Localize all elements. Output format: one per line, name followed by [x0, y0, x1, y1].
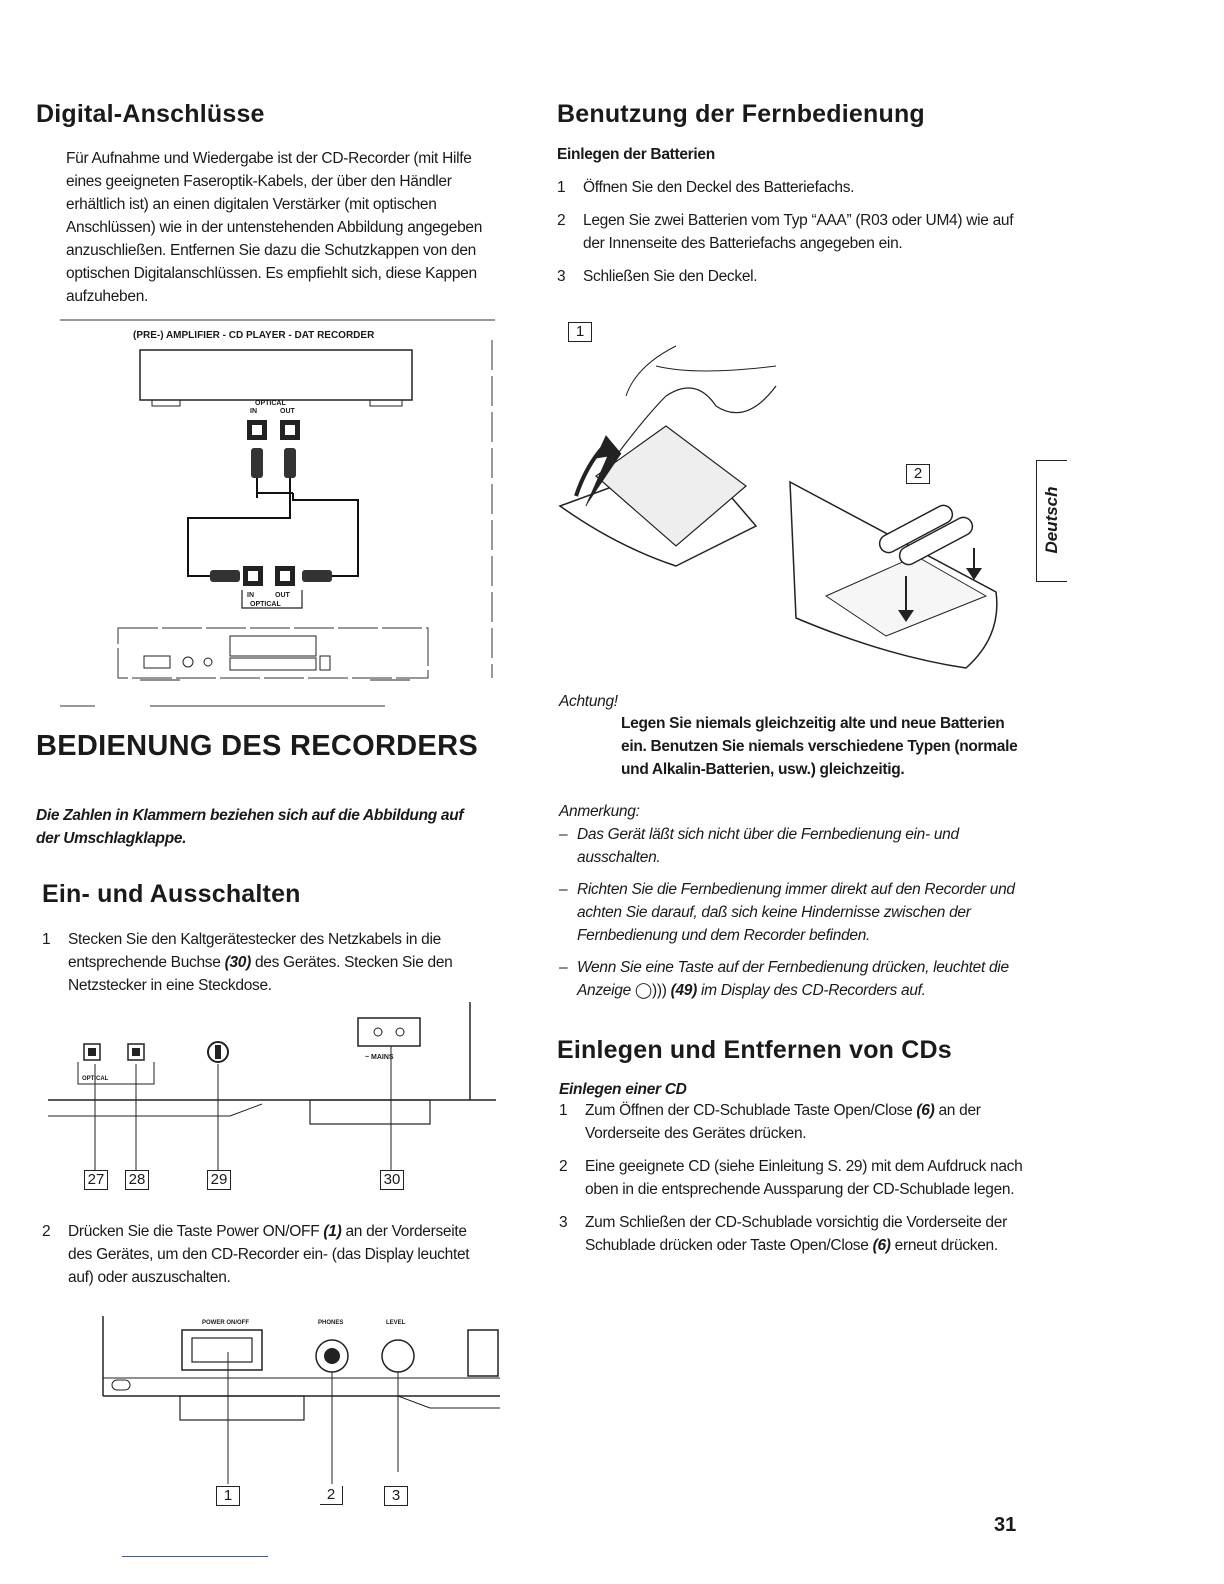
out-label-top: OUT — [280, 408, 295, 415]
page-number: 31 — [994, 1514, 1017, 1536]
remote-indicator-icon: ◯))) — [634, 982, 667, 999]
cd-step: 3 Zum Schließen der CD-Schublade vorsichtig die Vorderseite der Schublade drücken oder Taste Open/Close (6) erneut drücken. — [559, 1214, 1007, 1254]
callout-28: 28 — [125, 1170, 149, 1190]
phones-label: PHONES — [318, 1320, 344, 1326]
battery-illustration — [556, 306, 1030, 686]
power-step-1 — [42, 928, 492, 997]
note-item: – Richten Sie die Fernbedienung immer direkt auf den Recorder und achten Sie darauf, daß sich keine Hindernisse zwischen der Fernbedienung und dem Recorder befinden. — [559, 881, 1015, 944]
cd-steps — [559, 1099, 1029, 1267]
mains-label: ~ MAINS — [365, 1054, 394, 1061]
intro-line-2: der Umschlagklappe. — [36, 830, 187, 847]
intro-note — [36, 804, 506, 850]
optical-label-top: OPTICAL — [255, 400, 286, 407]
cd-step: 2 Eine geeignete CD (siehe Einleitung S. 29) mit dem Aufdruck nach oben in die entsprechende Aussparung der CD-Schublade legen. — [559, 1158, 1023, 1198]
out-label-bottom: OUT — [275, 592, 290, 599]
figure-label-1: 1 — [568, 322, 592, 342]
language-tab-label: Deutsch — [1042, 486, 1061, 554]
cd-step: 1 Zum Öffnen der CD-Schublade Taste Open/Close (6) an der Vorderseite des Gerätes drücken. — [559, 1102, 981, 1142]
intro-line-1: Die Zahlen in Klammern beziehen sich auf die Abbildung auf — [36, 807, 464, 824]
note-title: Anmerkung: — [559, 803, 640, 820]
diagram-caption: (PRE-) AMPLIFIER - CD PLAYER - DAT RECORDER — [133, 330, 375, 341]
step-number: 1 — [42, 931, 51, 948]
callout-27: 27 — [84, 1170, 108, 1190]
attention-text: Legen Sie niemals gleichzeitig alte und neue Batterien ein. Benutzen Sie niemals verschiedene Typen (normale und Alkalin-Batterien, usw.) gleichzeitig. — [621, 715, 1018, 778]
rear-panel-diagram — [40, 1000, 500, 1200]
optical-label-bottom: OPTICAL — [250, 601, 281, 608]
battery-step: 3 Schließen Sie den Deckel. — [557, 268, 758, 285]
section-title-power: Ein- und Ausschalten — [42, 880, 301, 908]
section-title-cd: Einlegen und Entfernen von CDs — [557, 1036, 952, 1064]
callout-2: 2 — [320, 1486, 343, 1505]
callout-30: 30 — [380, 1170, 404, 1190]
note-item: – Das Gerät läßt sich nicht über die Fernbedienung ein- und ausschalten. — [559, 826, 959, 866]
note-list — [559, 823, 1024, 1011]
callout-3: 3 — [384, 1486, 408, 1506]
battery-steps — [557, 176, 1027, 298]
front-panel-drawing — [100, 1312, 500, 1524]
battery-drawing — [556, 306, 1030, 686]
step-text: Stecken Sie den Kaltgerätestecker des Netzkabels in die entsprechende Buchse (30) des Gerätes. Stecken Sie den Netzstecker in eine Steckdose. — [68, 931, 453, 994]
power-onoff-label: POWER ON/OFF — [202, 1320, 249, 1326]
digital-paragraph: Für Aufnahme und Wiedergabe ist der CD-Recorder (mit Hilfe eines geeigneten Faseroptik-Kabels, der über den Händler erhältlich ist) an einen digitalen Verstärker (mit optischen Anschlüssen) wie in der untenstehenden Abbildung angegeben anzuschließen. Entfernen Sie dazu die Schutzkappen von den optischen Digitalanschlüssen. Es empfiehlt sich, diese Kappen aufzuheben. — [66, 150, 483, 305]
rear-panel-drawing — [40, 1000, 500, 1200]
attention-title: Achtung! — [559, 693, 618, 710]
digital-connection-diagram — [40, 318, 500, 718]
figure-label-2: 2 — [906, 464, 930, 484]
power-step-2 — [42, 1220, 492, 1289]
footer-rule — [122, 1556, 268, 1557]
main-title: BEDIENUNG DES RECORDERS — [36, 730, 478, 762]
cd-subtitle: Einlegen einer CD — [559, 1081, 687, 1098]
note-item: – Wenn Sie eine Taste auf der Fernbedienung drücken, leuchtet die Anzeige ◯))) (49) im Display des CD-Recorders auf. — [559, 959, 1009, 999]
step-number: 2 — [42, 1223, 51, 1240]
in-label-top: IN — [250, 408, 257, 415]
section-title-remote: Benutzung der Fernbedienung — [557, 100, 925, 128]
optical-label-rear: OPTICAL — [82, 1076, 109, 1082]
in-label-bottom: IN — [247, 592, 254, 599]
battery-step: 1 Öffnen Sie den Deckel des Batteriefachs. — [557, 179, 855, 196]
callout-29: 29 — [207, 1170, 231, 1190]
battery-subtitle: Einlegen der Batterien — [557, 146, 715, 163]
callout-1: 1 — [216, 1486, 240, 1506]
language-tab — [1036, 460, 1067, 582]
step-text: Drücken Sie die Taste Power ON/OFF (1) an der Vorderseite des Gerätes, um den CD-Recorder ein- (das Display leuchtet auf) oder auszuschalten. — [68, 1223, 470, 1286]
battery-step: 2 Legen Sie zwei Batterien vom Typ “AAA” (R03 oder UM4) wie auf der Innenseite des Batteriefachs angegeben ein. — [557, 212, 1014, 252]
level-label: LEVEL — [386, 1320, 406, 1326]
section-title-digital: Digital-Anschlüsse — [36, 100, 265, 128]
front-panel-diagram — [100, 1312, 500, 1524]
diagram-drawing — [40, 318, 500, 718]
